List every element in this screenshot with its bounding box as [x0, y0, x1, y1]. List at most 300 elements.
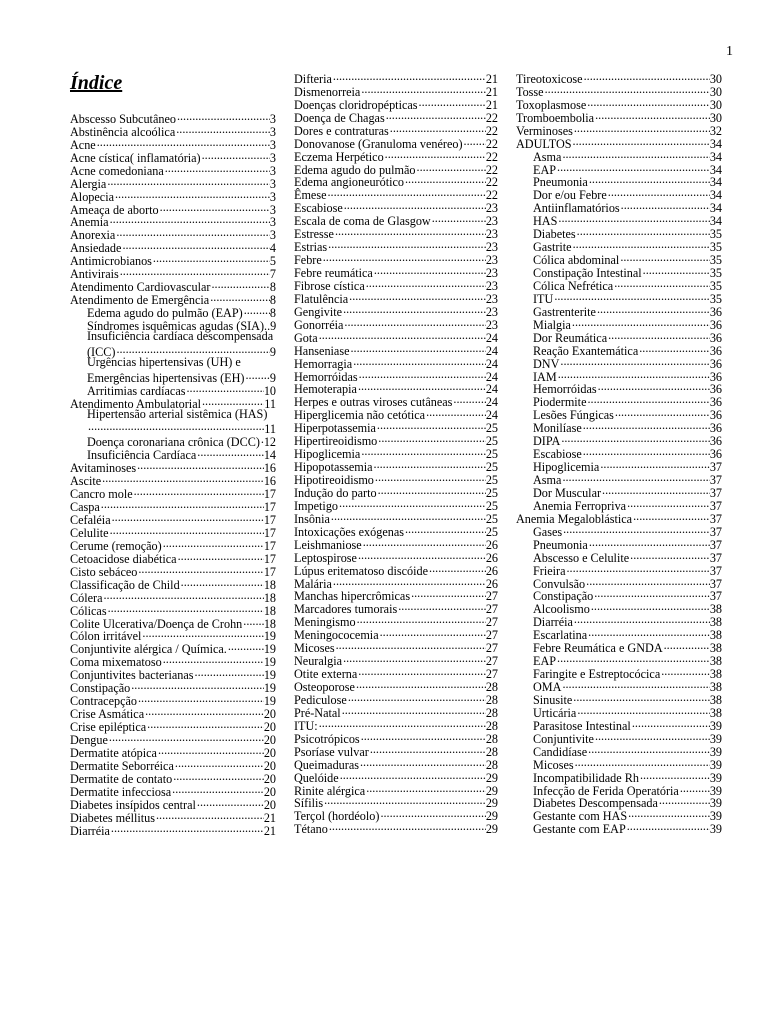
dot-leader [365, 782, 486, 795]
dot-leader [588, 174, 710, 187]
index-entry [70, 783, 276, 799]
dot-leader [335, 639, 486, 652]
dot-leader [332, 70, 486, 83]
index-entry-label: Flatulência [294, 291, 349, 306]
dot-leader [109, 524, 264, 537]
index-entry-page: 38 [709, 692, 722, 707]
dot-leader [597, 381, 710, 394]
index-entry-page: 39 [709, 783, 722, 798]
dot-leader [374, 471, 486, 484]
dot-leader [318, 717, 486, 730]
dot-leader [679, 782, 710, 795]
index-entry-label: Antimicrobianos [70, 254, 152, 269]
index-entry-page: 12 [263, 435, 276, 450]
index-entry-page: 27 [485, 589, 498, 604]
index-entry-page: 36 [709, 434, 722, 449]
index-entry-page: 36 [709, 382, 722, 397]
index-entry [516, 238, 722, 255]
index-entry-page: 3 [269, 228, 276, 243]
index-entry-page: 20 [263, 784, 276, 799]
index-entry-page: 24 [485, 343, 498, 358]
index-entry-page: 37 [709, 550, 722, 565]
index-entry-page: 19 [263, 681, 276, 696]
dot-leader [155, 809, 264, 822]
dot-leader [631, 717, 710, 730]
index-entry-page: 21 [485, 97, 498, 112]
dot-leader [585, 575, 710, 588]
dot-leader [114, 188, 270, 201]
index-entry-label: Antiinflamatórios [533, 201, 620, 216]
index-entry [294, 756, 498, 772]
index-entry-label: Infecção de Ferida Operatória [533, 783, 679, 798]
index-entry-label: OMA [533, 680, 562, 694]
index-entry [516, 406, 722, 423]
index-entry-label: Celulite [70, 525, 109, 540]
dot-leader [164, 162, 270, 175]
dot-leader [362, 536, 486, 549]
index-entry-label: Pneumonia [533, 175, 588, 190]
index-entry [294, 393, 498, 410]
index-entry-label: Reação Exantemática [533, 343, 639, 358]
index-entry-page: 28 [485, 757, 498, 772]
index-entry-page: 35 [709, 266, 722, 280]
dot-leader [350, 342, 486, 355]
index-entry-page: 24 [485, 330, 498, 345]
index-entry [516, 782, 722, 798]
index-entry-label: Doença de Chagas [294, 110, 385, 125]
index-entry-label: Hipertensão arterial sistêmica (HAS) [87, 406, 268, 421]
index-entry-page: 25 [485, 473, 498, 487]
dot-leader [328, 820, 486, 833]
index-entry [294, 251, 498, 268]
index-entry-page: 8 [269, 306, 276, 320]
index-entry-page: 34 [709, 201, 722, 216]
index-entry-label: Tromboembolia [516, 110, 595, 125]
dot-leader [638, 342, 710, 355]
index-entry-label: Leishmaniose [294, 537, 362, 552]
dot-leader [137, 563, 263, 576]
index-entry-label: Escabiose [294, 201, 343, 216]
dot-leader [416, 161, 486, 174]
index-entry-label: Indução do parto [294, 485, 377, 500]
index-entry [70, 679, 276, 696]
index-entry-page: 30 [709, 97, 722, 112]
index-entry-page: 28 [485, 718, 498, 733]
index-entry-label: Leptospirose [294, 550, 357, 565]
index-entry-page: 37 [709, 589, 722, 604]
index-entry-label: Conjuntivites bacterianas [70, 668, 194, 683]
index-entry [70, 576, 276, 592]
index-entry-label: DNV [533, 356, 560, 371]
index-entry-label: Doenças cloridropépticas [294, 97, 418, 112]
index-entry-label: Cisto sebáceo [70, 564, 138, 579]
dot-leader [348, 290, 486, 303]
dot-leader [130, 679, 264, 692]
index-entry [516, 381, 722, 397]
index-entry-page: 20 [263, 720, 276, 734]
index-entry-label: Donovanose (Granuloma venéreo) [294, 136, 463, 151]
index-entry-label: Caspa [70, 500, 100, 515]
index-entry [70, 563, 276, 579]
index-entry [516, 613, 722, 630]
index-entry [516, 730, 722, 746]
index-entry-page: 29 [485, 809, 498, 824]
dot-leader [613, 277, 710, 290]
index-entry [70, 265, 276, 282]
index-entry-label: Hiperglicemia não cetótica [294, 408, 426, 423]
index-entry [70, 421, 276, 437]
dot-leader [404, 523, 486, 536]
dot-leader [576, 225, 710, 238]
index-entry-label: Intoxicações exógenas [294, 524, 404, 539]
index-entry [294, 290, 498, 306]
index-entry-page: 36 [709, 447, 722, 462]
index-entry-label: Dermatite Seborréica [70, 758, 174, 773]
index-entry [70, 446, 276, 463]
index-entry-label: Estresse [294, 227, 334, 242]
dot-leader [343, 199, 486, 212]
dot-leader [588, 536, 710, 549]
index-entry [516, 393, 722, 410]
index-entry-label: Acne comedoniana [70, 163, 164, 178]
index-entry-label: Pré-Natal [294, 705, 341, 720]
index-entry-page: 26 [485, 563, 498, 578]
index-entry [70, 162, 276, 178]
dot-leader [194, 666, 264, 679]
index-entry-page: 8 [269, 293, 276, 308]
index-entry-page: 18 [263, 590, 276, 605]
dot-leader [576, 704, 710, 717]
dot-leader [384, 148, 486, 161]
index-entry-label: Cólicas [70, 603, 107, 618]
index-entry [294, 186, 498, 203]
index-entry [516, 562, 722, 578]
index-entry-page: 24 [485, 382, 498, 397]
index-entry-label: Classificação de Child [70, 577, 180, 592]
dot-leader [210, 278, 269, 291]
index-entry [516, 290, 722, 306]
index-entry-page: 35 [709, 253, 722, 268]
index-entry-label: Ascite [70, 474, 102, 489]
dot-leader [556, 161, 710, 174]
dot-leader [620, 199, 710, 212]
index-entry [70, 304, 276, 320]
index-entry-page: 22 [485, 123, 498, 138]
dot-leader [201, 395, 264, 408]
index-entry-page: 20 [263, 732, 276, 747]
dot-leader [100, 498, 264, 511]
dot-leader [357, 665, 486, 678]
index-entry-page: 3 [269, 111, 276, 126]
index-entry-label: Febre Reumática e GNDA [533, 641, 663, 656]
index-entry-label: Anemia [70, 215, 109, 230]
index-entry-label: Cólera [70, 590, 103, 605]
index-entry-page: 23 [485, 304, 498, 319]
index-entry [516, 445, 722, 462]
index-entry-label: Êmese [294, 188, 327, 203]
index-entry [516, 575, 722, 591]
index-entry-label: Escabiose [533, 447, 582, 462]
index-entry-label: Diarréia [70, 823, 110, 838]
index-entry-label: Coma mixematoso [70, 655, 162, 670]
dot-leader [397, 600, 486, 613]
dot-leader [323, 795, 486, 808]
index-entry-page: 19 [263, 629, 276, 644]
dot-leader [379, 626, 486, 639]
index-entry [70, 602, 276, 618]
index-entry-label: Dengue [70, 732, 108, 747]
index-entry-page: 17 [263, 525, 276, 540]
index-entry-page: 16 [263, 474, 276, 489]
index-entry [294, 730, 498, 746]
index-entry [516, 432, 722, 449]
index-entry-page: 21 [263, 810, 276, 825]
index-entry-page: 3 [269, 137, 276, 152]
index-entry [70, 498, 276, 515]
dot-leader [244, 369, 269, 382]
dot-leader [376, 419, 486, 432]
index-entry-label: Hemorróidas [533, 382, 597, 397]
index-entry [70, 589, 276, 605]
index-entry-label: Dor Muscular [533, 485, 602, 500]
index-entry-label: Escarlatina [533, 628, 588, 643]
index-entry-label: ITU [533, 291, 554, 306]
dot-leader [185, 382, 263, 395]
index-entry-label: Acne cística( inflamatória) [70, 150, 201, 165]
index-entry [70, 537, 276, 553]
dot-leader [343, 316, 485, 329]
page-number: 1 [726, 44, 733, 59]
index-entry [70, 382, 276, 398]
index-entry-label: Ameaça de aborto [70, 202, 159, 217]
dot-leader [177, 550, 264, 563]
dot-leader [377, 484, 486, 497]
index-entry-page: 20 [263, 797, 276, 812]
index-entry [516, 96, 722, 112]
dot-leader [560, 432, 709, 445]
index-entry [70, 485, 276, 502]
dot-leader [176, 110, 270, 123]
index-entry-page: 36 [709, 408, 722, 423]
dot-leader [365, 277, 486, 290]
index-entry-label: Difteria [294, 71, 332, 86]
index-entry [516, 484, 722, 500]
index-entry-page: 22 [485, 110, 498, 125]
index-entry-page: 19 [263, 668, 276, 683]
index-entry-label: Insônia [294, 511, 330, 526]
index-entry-page: 29 [485, 783, 498, 798]
index-entry-label: Asma [533, 473, 562, 487]
dot-leader [107, 602, 264, 615]
index-entry [70, 110, 276, 126]
index-entry-page: 17 [263, 500, 276, 515]
index-entry-label: Hipotireoidismo [294, 473, 374, 487]
index-entry [70, 666, 276, 683]
index-entry [70, 615, 276, 631]
index-entry-label: Edema agudo do pulmão (EAP) [87, 306, 243, 320]
index-entry-label: Otite externa [294, 667, 358, 682]
index-entry [294, 510, 498, 526]
index-entry [294, 820, 498, 837]
index-entry-page: 25 [485, 447, 498, 462]
index-entry-label: Cólica abdominal [533, 253, 620, 268]
index-entry-label: Diabetes méllitus [70, 810, 155, 825]
index-entry [516, 212, 722, 229]
index-entry [294, 316, 498, 332]
index-entry [294, 406, 498, 423]
index-entry [70, 201, 276, 217]
index-entry-page: 19 [263, 694, 276, 709]
index-entry [294, 368, 498, 384]
index-entry [294, 303, 498, 319]
index-entry [70, 524, 276, 540]
index-entry-label: Sífilis [294, 796, 324, 811]
index-entry-page: 28 [485, 705, 498, 720]
index-entry-label: Urgências hipertensivas (UH) e [87, 354, 241, 369]
index-entry [294, 329, 498, 345]
index-entry-page: 11 [264, 422, 276, 437]
dot-leader [360, 730, 486, 743]
index-entry-label: Micoses [294, 641, 335, 656]
dot-leader [96, 136, 270, 149]
index-entry-label: Dores e contraturas [294, 123, 389, 138]
index-entry-label: Ansiedade [70, 241, 122, 256]
index-entry-page: 25 [485, 524, 498, 539]
index-entry-page: 32 [709, 123, 722, 138]
index-entry-page: 36 [709, 395, 722, 410]
dot-leader [115, 343, 269, 356]
index-entry-page: 19 [263, 642, 276, 657]
dot-leader [619, 251, 710, 264]
index-entry [294, 83, 498, 99]
index-entry-label: Febre reumática [294, 266, 373, 280]
dot-leader [260, 433, 264, 446]
dot-leader [359, 756, 486, 769]
index-entry [294, 264, 498, 280]
dot-leader [318, 329, 486, 342]
index-entry-label: Alcoolismo [533, 602, 590, 617]
index-entry-page: 36 [709, 369, 722, 384]
dot-leader [162, 537, 264, 550]
index-entry-label: Hipoglicemia [294, 447, 361, 462]
index-entry [516, 665, 722, 682]
index-entry-label: Crise Asmática [70, 707, 145, 722]
index-entry-page: 39 [709, 757, 722, 772]
index-entry-label: Toxoplasmose [516, 97, 587, 112]
index-entry-page: 21 [263, 823, 276, 838]
index-entry [516, 743, 722, 759]
dot-leader [106, 175, 270, 188]
index-entry [516, 795, 722, 811]
index-entry-label: Impetigo [294, 498, 339, 513]
dot-leader [607, 186, 710, 199]
dot-leader [227, 640, 264, 653]
index-entry-page: 38 [709, 654, 722, 669]
dot-leader [171, 783, 264, 796]
index-entry [70, 692, 276, 709]
dot-leader [553, 290, 710, 303]
index-entry [516, 199, 722, 216]
index-entry-page: 39 [709, 718, 722, 733]
index-entry [294, 122, 498, 138]
index-entry-label: Hemoterapia [294, 382, 357, 397]
index-entry-page: 29 [485, 822, 498, 837]
index-entry [294, 381, 498, 397]
dot-leader [642, 264, 710, 277]
index-entry-label: Edema agudo do pulmão [294, 162, 416, 177]
dot-leader [338, 497, 486, 510]
index-entry [70, 770, 276, 786]
index-entry-page: 35 [709, 278, 722, 293]
index-entry-label: Conjuntivite [533, 731, 594, 746]
index-entry [70, 705, 276, 722]
index-entry [294, 70, 498, 86]
index-entry-page: 38 [709, 705, 722, 720]
index-entry-label: Meningismo [294, 615, 356, 630]
index-entry-label: Insuficiência Cardíaca [87, 448, 197, 463]
dot-leader [452, 393, 485, 406]
index-entry [294, 212, 498, 229]
dot-leader [327, 186, 486, 199]
index-entry-label: Anemia Ferropriva [533, 498, 627, 513]
index-entry-label: Monilíase [533, 421, 582, 436]
index-entry-page: 16 [263, 461, 276, 476]
index-entry-page: 25 [485, 498, 498, 513]
dot-leader [660, 665, 710, 678]
dot-leader [601, 484, 710, 497]
index-entry-page: 38 [709, 602, 722, 617]
index-entry [516, 691, 722, 707]
index-entry-label: Neuralgia [294, 654, 343, 669]
index-entry-label: Dismenorreia [294, 84, 361, 99]
index-entry [516, 756, 722, 772]
index-entry [516, 342, 722, 358]
index-entry-label: Anorexia [70, 228, 116, 243]
dot-leader [596, 303, 710, 316]
dot-leader [196, 796, 264, 809]
index-entry [516, 549, 722, 565]
index-entry-page: 22 [485, 149, 498, 164]
index-entry-page: 18 [263, 603, 276, 618]
index-entry-label: Psicotrópicos [294, 731, 360, 746]
dot-leader [594, 730, 710, 743]
index-entry-label: Atendimento Ambulatorial [70, 396, 201, 411]
index-entry-label: Asma [533, 149, 562, 164]
dot-leader [360, 445, 485, 458]
index-entry-label: Anemia Megaloblástica [516, 511, 633, 526]
index-entry-page: 37 [709, 485, 722, 500]
index-entry-label: Gengivite [294, 304, 343, 319]
index-entry [516, 717, 722, 733]
index-entry-page: 14 [263, 448, 276, 463]
index-entry-label: Avitaminoses [70, 461, 137, 476]
dot-leader [159, 201, 270, 214]
dot-leader [385, 109, 486, 122]
index-entry-page: 23 [485, 278, 498, 293]
index-entry-page: 23 [485, 317, 498, 332]
index-entry [294, 523, 498, 539]
index-entry [294, 342, 498, 358]
index-entry-label: Tireotoxicose [516, 71, 583, 86]
index-entry-label: Pediculose [294, 692, 347, 707]
index-entry [516, 83, 722, 99]
index-entry [516, 186, 722, 203]
index-entry-page: 26 [485, 537, 498, 552]
index-entry [516, 807, 722, 824]
index-entry-page: 24 [485, 395, 498, 410]
index-entry-page: 28 [485, 731, 498, 746]
index-entry [70, 214, 276, 230]
